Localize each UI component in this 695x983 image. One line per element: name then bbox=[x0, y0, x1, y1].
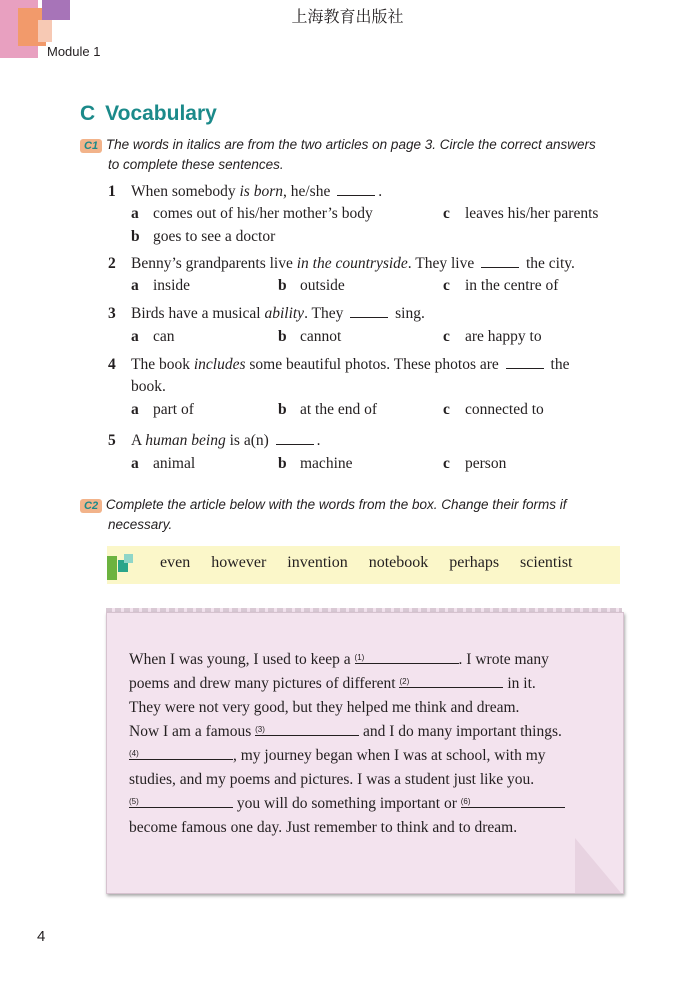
question-5 bbox=[108, 430, 628, 452]
word-box bbox=[107, 546, 620, 584]
answer-blank[interactable] bbox=[276, 443, 314, 445]
word-invention: invention bbox=[287, 554, 348, 571]
stem-italic: human being bbox=[145, 432, 226, 449]
article-blank-4[interactable]: (4) bbox=[129, 745, 233, 760]
option-5b[interactable]: b machine bbox=[278, 455, 353, 472]
article-line-8: become famous one day. Just remember to think and to dream. bbox=[129, 819, 518, 836]
c2-badge: C2 bbox=[80, 499, 102, 513]
stem-text: some beautiful photos. These photos are bbox=[245, 356, 499, 373]
article-blank-5[interactable]: (5) bbox=[129, 793, 233, 808]
article-line-5: (4) , my journey began when I was at school, with my bbox=[129, 747, 546, 764]
option-3a[interactable]: a can bbox=[131, 328, 175, 345]
stem-text: The book bbox=[131, 356, 194, 373]
article-line-3: They were not very good, but they helped me think and dream. bbox=[129, 699, 520, 716]
answer-blank[interactable] bbox=[337, 194, 375, 196]
answer-blank[interactable] bbox=[350, 316, 388, 318]
stem-text: When somebody bbox=[131, 183, 240, 200]
c1-instruction bbox=[80, 135, 596, 175]
answer-blank[interactable] bbox=[481, 266, 519, 268]
stem-italic: in the countryside bbox=[296, 255, 408, 272]
stem-text: Benny’s grandparents live bbox=[131, 255, 297, 272]
article-line-7: (5) you will do something important or (6) bbox=[129, 792, 565, 816]
section-name: Vocabulary bbox=[105, 102, 217, 125]
option-2b[interactable]: b outside bbox=[278, 277, 345, 294]
article-blank-1[interactable]: (1) bbox=[355, 649, 459, 664]
article-line-1: When I was young, I used to keep a (1) . I wrote many bbox=[129, 651, 549, 668]
c2-instruction-line2: necessary. bbox=[108, 517, 173, 532]
question-2 bbox=[108, 253, 628, 275]
stem-text: A bbox=[131, 432, 146, 449]
article-blank-2[interactable]: (2) bbox=[399, 673, 503, 688]
stem-text: Birds have a musical bbox=[131, 305, 265, 322]
word-box-decoration bbox=[107, 556, 117, 580]
word-perhaps: perhaps bbox=[449, 554, 500, 571]
question-4 bbox=[108, 354, 628, 398]
question-number: 2 bbox=[108, 255, 116, 272]
stem-italic: is born bbox=[239, 183, 283, 200]
stem-text: the city. bbox=[522, 255, 575, 272]
option-4a[interactable]: a part of bbox=[131, 401, 194, 418]
word-notebook: notebook bbox=[368, 554, 429, 571]
option-5a[interactable]: a animal bbox=[131, 455, 196, 472]
stem-text: sing. bbox=[391, 305, 425, 322]
question-number: 3 bbox=[108, 305, 116, 322]
c1-instruction-line1: The words in italics are from the two articles on page 3. Circle the correct answers bbox=[105, 137, 596, 152]
option-4c[interactable]: c connected to bbox=[443, 401, 544, 418]
article-blank-6[interactable]: (6) bbox=[461, 793, 565, 808]
question-number: 5 bbox=[108, 432, 116, 449]
stem-text: is a(n) bbox=[225, 432, 269, 449]
option-2a[interactable]: a inside bbox=[131, 277, 191, 294]
module-label: Module 1 bbox=[47, 44, 101, 59]
c1-instruction-line2: to complete these sentences. bbox=[108, 157, 284, 172]
stem-text: the bbox=[546, 356, 570, 373]
question-3 bbox=[108, 303, 628, 325]
question-1 bbox=[108, 181, 628, 203]
word-scientist: scientist bbox=[520, 554, 573, 571]
page-number: 4 bbox=[37, 928, 46, 945]
note-page-curl bbox=[575, 838, 621, 893]
word-box-decoration bbox=[124, 554, 133, 563]
stem-text: . They live bbox=[407, 255, 475, 272]
option-1b[interactable]: b goes to see a doctor bbox=[131, 228, 276, 245]
article-line-2: poems and drew many pictures of different (2) in it. bbox=[129, 675, 536, 692]
question-number: 4 bbox=[108, 356, 116, 373]
c2-instruction-line1: Complete the article below with the words from the box. Change their forms if bbox=[105, 497, 567, 512]
option-2c[interactable]: c in the centre of bbox=[443, 277, 559, 294]
section-title bbox=[80, 102, 217, 126]
c2-instruction bbox=[80, 495, 567, 535]
stem-italic: ability bbox=[264, 305, 305, 322]
option-1c[interactable]: c leaves his/her parents bbox=[443, 205, 599, 222]
option-1a[interactable]: a comes out of his/her mother’s body bbox=[131, 205, 373, 222]
option-3b[interactable]: b cannot bbox=[278, 328, 342, 345]
option-4b[interactable]: b at the end of bbox=[278, 401, 378, 418]
word-even: even bbox=[160, 554, 191, 571]
article-line-4: Now I am a famous (3) and I do many important things. bbox=[129, 723, 562, 740]
option-5c[interactable]: c person bbox=[443, 455, 507, 472]
stem-continuation: book. bbox=[131, 378, 166, 395]
option-3c[interactable]: c are happy to bbox=[443, 328, 542, 345]
question-number: 1 bbox=[108, 183, 116, 200]
stem-text: . bbox=[378, 183, 383, 200]
stem-text: , he/she bbox=[282, 183, 331, 200]
stem-text: . bbox=[316, 432, 321, 449]
word-however: however bbox=[211, 554, 267, 571]
article-line-6: studies, and my poems and pictures. I was a student just like you. bbox=[129, 771, 535, 788]
article-blank-3[interactable]: (3) bbox=[255, 721, 359, 736]
c1-badge: C1 bbox=[80, 139, 102, 153]
publisher-name: 上海教育出版社 bbox=[291, 7, 404, 26]
answer-blank[interactable] bbox=[506, 367, 544, 369]
section-letter: C bbox=[80, 102, 96, 125]
stem-italic: includes bbox=[193, 356, 246, 373]
stem-text: . They bbox=[304, 305, 344, 322]
